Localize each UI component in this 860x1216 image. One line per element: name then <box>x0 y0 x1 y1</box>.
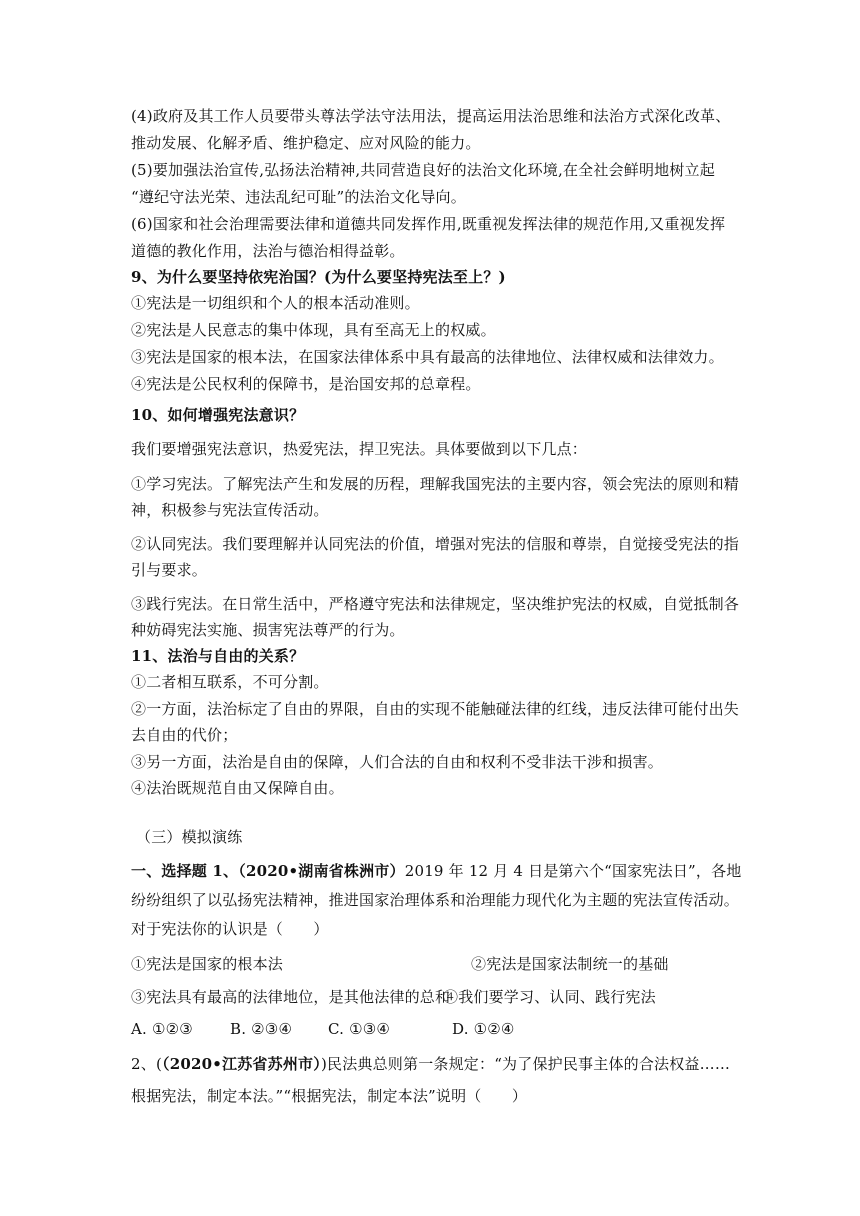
text-line: 道德的教化作用，法治与德治相得益彰。 <box>131 242 405 260</box>
question-1-stem: 2019 年 12 月 4 日是第六个“国家宪法日”，各地 <box>404 862 742 880</box>
text-line: 神，积极参与宪法宣传活动。 <box>131 501 329 519</box>
text-line: “遵纪守法光荣、违法乱纪可耻”的法治文化导向。 <box>131 188 466 206</box>
statement-option: ③宪法具有最高的法律地位，是其他法律的总和 <box>131 988 451 1006</box>
question-2-number: 2、( <box>131 1055 162 1073</box>
section-title: （三）模拟演练 <box>136 828 243 846</box>
text-line: ③践行宪法。在日常生活中，严格遵守宪法和法律规定，坚决维护宪法的权威，自觉抵制各 <box>131 595 740 613</box>
text-line: (5)要加强法治宣传,弘扬法治精神,共同营造良好的法治文化环境,在全社会鲜明地树立起 <box>131 161 715 179</box>
text-line: ④宪法是公民权利的保障书，是治国安邦的总章程。 <box>131 375 481 393</box>
text-line: 纷纷组织了以弘扬宪法精神，推进国家治理体系和治理能力现代化为主题的宪法宣传活动。 <box>131 891 740 909</box>
statement-option: ④我们要学习、认同、践行宪法 <box>443 988 656 1006</box>
text-line: 种妨碍宪法实施、损害宪法尊严的行为。 <box>131 621 405 639</box>
answer-choice-a: A. ①②③ <box>131 1020 193 1038</box>
statement-option: ②宪法是国家法制统一的基础 <box>471 955 669 973</box>
text-line: ①学习宪法。了解宪法产生和发展的历程，理解我国宪法的主要内容，领会宪法的原则和精 <box>131 475 740 493</box>
statement-option: ①宪法是国家的根本法 <box>131 955 284 973</box>
text-line: (6)国家和社会治理需要法律和道德共同发挥作用,既重视发挥法律的规范作用,又重视发挥 <box>131 215 726 233</box>
text-line: ①二者相互联系，不可分割。 <box>131 673 329 691</box>
answer-choice-c: C. ①③④ <box>328 1020 391 1038</box>
text-line: ④法治既规范自由又保障自由。 <box>131 779 344 797</box>
text-line: 去自由的代价； <box>131 726 238 744</box>
text-line: (4)政府及其工作人员要带头尊法学法守法用法，提高运用法治思维和法治方式深化改革、 <box>131 107 731 125</box>
text-line: ①宪法是一切组织和个人的根本活动准则。 <box>131 294 420 312</box>
question-heading: 10、如何增强宪法意识？ <box>131 406 305 424</box>
question-heading: 9、为什么要坚持依宪治国？(为什么要坚持宪法至上？) <box>131 268 506 286</box>
question-1-prefix: 一、选择题 1、（2020•湖南省株洲市） <box>131 862 405 880</box>
text-line: 根据宪法，制定本法。”“根据宪法，制定本法”说明（ ） <box>131 1087 528 1105</box>
text-line: 对于宪法你的认识是（ ） <box>131 920 329 938</box>
question-2-line-1 <box>131 1054 730 1074</box>
text-line: ②宪法是人民意志的集中体现，具有至高无上的权威。 <box>131 321 496 339</box>
question-2-source: （2020•江苏省苏州市） <box>162 1055 321 1073</box>
text-line: ③宪法是国家的根本法，在国家法律体系中具有最高的法律地位、法律权威和法律效力。 <box>131 348 724 366</box>
text-line: 引与要求。 <box>131 561 208 579</box>
text-line: 我们要增强宪法意识，热爱宪法，捍卫宪法。具体要做到以下几点： <box>131 440 588 458</box>
question-2-stem: )民法典总则第一条规定：“为了保护民事主体的合法权益…… <box>320 1055 731 1073</box>
text-line: 推动发展、化解矛盾、维护稳定、应对风险的能力。 <box>131 134 481 152</box>
text-line: ③另一方面，法治是自由的保障，人们合法的自由和权利不受非法干涉和损害。 <box>131 753 664 771</box>
question-1-line-1 <box>131 861 742 881</box>
text-line: ②一方面，法治标定了自由的界限，自由的实现不能触碰法律的红线，违反法律可能付出失 <box>131 700 740 718</box>
question-heading: 11、法治与自由的关系？ <box>131 647 305 665</box>
answer-choice-b: B. ②③④ <box>230 1020 293 1038</box>
text-line: ②认同宪法。我们要理解并认同宪法的价值，增强对宪法的信服和尊崇，自觉接受宪法的指 <box>131 535 740 553</box>
answer-choice-d: D. ①②④ <box>452 1020 515 1038</box>
